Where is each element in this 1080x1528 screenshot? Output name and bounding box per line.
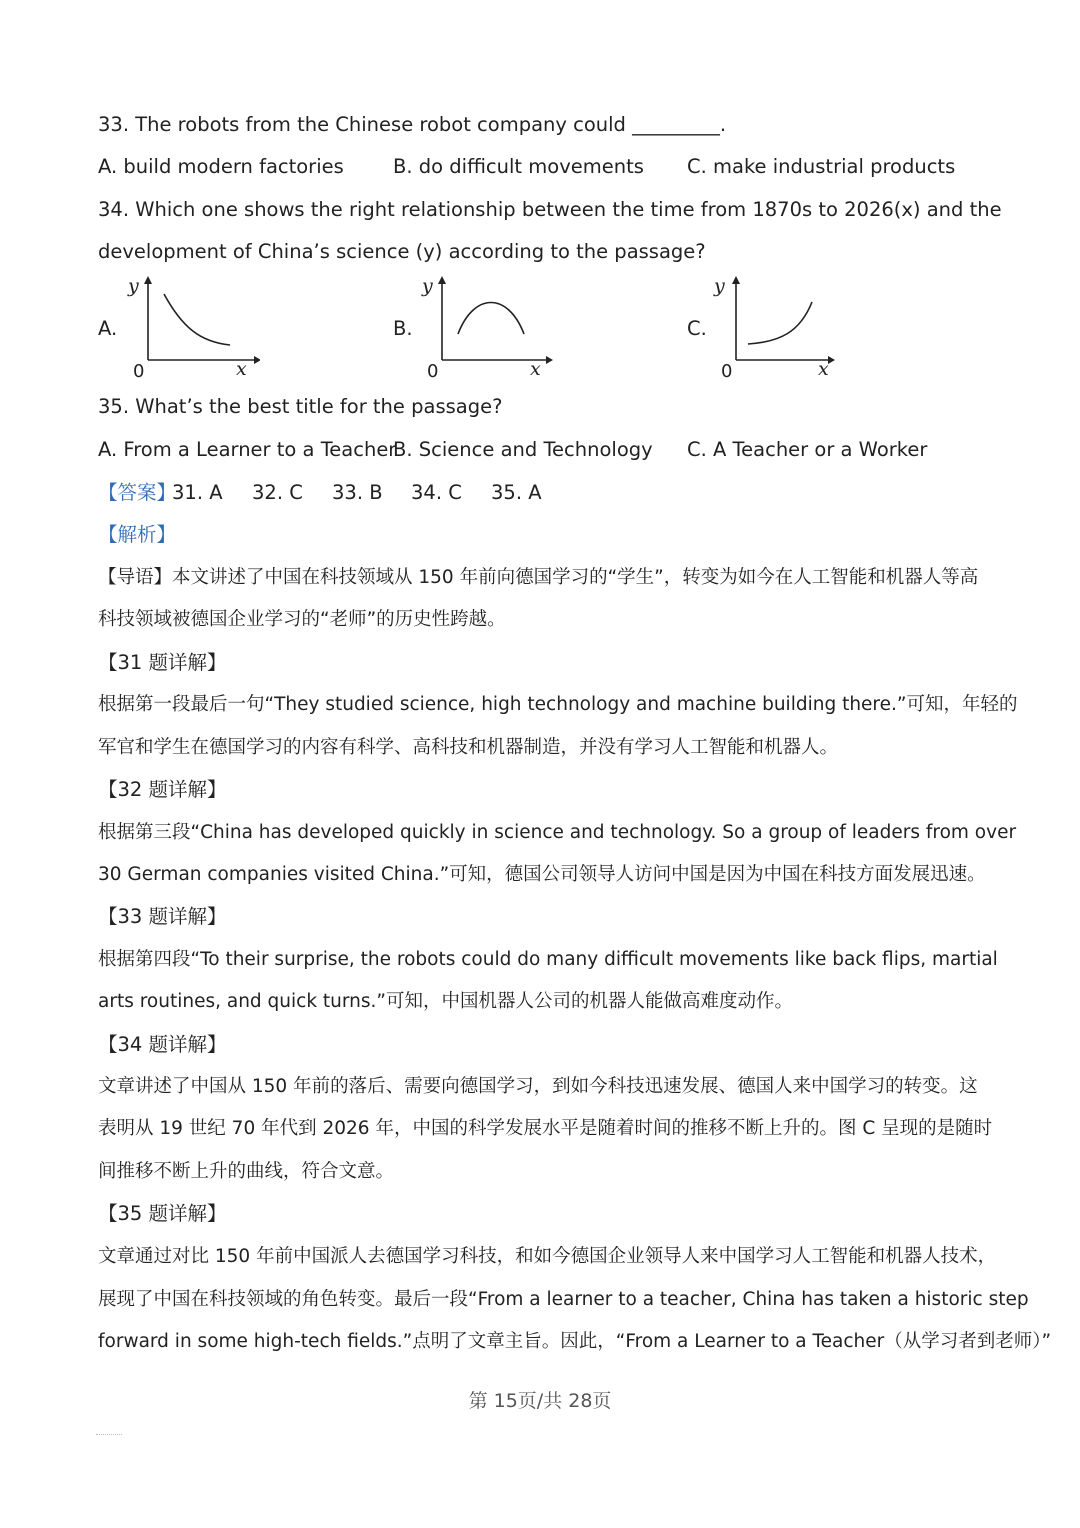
q33-option-c: C. make industrial products [687, 155, 956, 178]
answer-31: 31. A [172, 481, 223, 504]
q33-option-b: B. do difficult movements [393, 155, 644, 178]
d31-line2: 军官和学生在德国学习的内容有科学、高科技和机器制造，并没有学习人工智能和机器人。 [98, 737, 839, 758]
d34-line1: 文章讲述了中国从 150 年前的落后、需要向德国学习，到如今科技迅速发展、德国人来中国学习的转变。这 [98, 1076, 978, 1097]
q33-option-a: A. build modern factories [98, 155, 344, 178]
answer-label: 【答案】 [98, 481, 177, 504]
d34-line2: 表明从 19 世纪 70 年代到 2026 年，中国的科学发展水平是随着时间的推移不断上升的。图 C 呈现的是随时 [98, 1118, 993, 1139]
d34-line3: 间推移不断上升的曲线，符合文意。 [98, 1161, 395, 1182]
q34-graph-b-ylabel: y [422, 275, 433, 297]
q35-option-b: B. Science and Technology [393, 438, 653, 461]
page-footer: 第 15页/共 28页 [468, 1390, 612, 1412]
d32-title: 【32 题详解】 [98, 778, 227, 801]
q35-option-c: C. A Teacher or a Worker [687, 438, 928, 461]
answer-32: 32. C [252, 481, 303, 504]
q34-graph-c-xlabel: x [818, 358, 829, 380]
d32-line2: 30 German companies visited China.”可知，德国公司领导人访问中国是因为中国在科技方面发展迅速。 [98, 864, 986, 885]
q34-graph-a-origin: 0 [133, 361, 145, 382]
d33-line1: 根据第四段“To their surprise, the robots could do many difficult movements like back flips, martial [98, 949, 998, 970]
d33-line2: arts routines, and quick turns.”可知，中国机器人公司的机器人能做高难度动作。 [98, 991, 794, 1012]
q33-stem: 33. The robots from the Chinese robot company could _________. [98, 113, 727, 136]
q34-graph-a-xlabel: x [236, 358, 247, 380]
q34-stem-line1: 34. Which one shows the right relationship between the time from 1870s to 2026(x) and the [98, 198, 1002, 221]
answer-33: 33. B [332, 481, 383, 504]
d32-line1: 根据第三段“China has developed quickly in science and technology. So a group of leaders from over [98, 822, 1017, 843]
q35-stem: 35. What’s the best title for the passage? [98, 395, 503, 418]
q34-graph-c-origin: 0 [721, 361, 733, 382]
q34-graph-c-letter: C. [687, 317, 707, 340]
analysis-label: 【解析】 [98, 523, 177, 546]
q34-stem-line2: development of China’s science (y) according to the passage? [98, 240, 706, 263]
q34-graph-a-ylabel: y [128, 275, 139, 297]
d31-title: 【31 题详解】 [98, 651, 227, 674]
d33-title: 【33 题详解】 [98, 905, 227, 928]
q34-graph-b-origin: 0 [427, 361, 439, 382]
divider [96, 1434, 122, 1436]
d31-line1: 根据第一段最后一句“They studied science, high technology and machine building there.”可知，年轻的 [98, 694, 1018, 715]
d34-title: 【34 题详解】 [98, 1033, 227, 1056]
d35-line3: forward in some high-tech fields.”点明了文章主旨。因此，“From a Learner to a Teacher（从学习者到老师）” [98, 1331, 1052, 1352]
guide-line2: 科技领域被德国企业学习的“老师”的历史性跨越。 [98, 609, 506, 630]
q35-option-a: A. From a Learner to a Teacher [98, 438, 397, 461]
d35-title: 【35 题详解】 [98, 1202, 227, 1225]
d35-line1: 文章通过对比 150 年前中国派人去德国学习科技，和如今德国企业领导人来中国学习人工智能和机器人技术， [98, 1246, 997, 1267]
q34-graph-c [708, 272, 848, 382]
q34-graph-b-letter: B. [393, 317, 413, 340]
q34-graph-c-ylabel: y [714, 275, 725, 297]
guide-line1: 【导语】本文讲述了中国在科技领域从 150 年前向德国学习的“学生”，转变为如今在人工智能和机器人等高 [98, 567, 979, 588]
q34-graph-b-xlabel: x [530, 358, 541, 380]
q34-graph-b [416, 272, 556, 382]
q34-graph-a [120, 272, 260, 382]
d35-line2: 展现了中国在科技领域的角色转变。最后一段“From a learner to a teacher, China has taken a historic step [98, 1289, 1029, 1310]
q34-graph-a-letter: A. [98, 317, 118, 340]
answer-34: 34. C [411, 481, 462, 504]
answer-35: 35. A [491, 481, 542, 504]
